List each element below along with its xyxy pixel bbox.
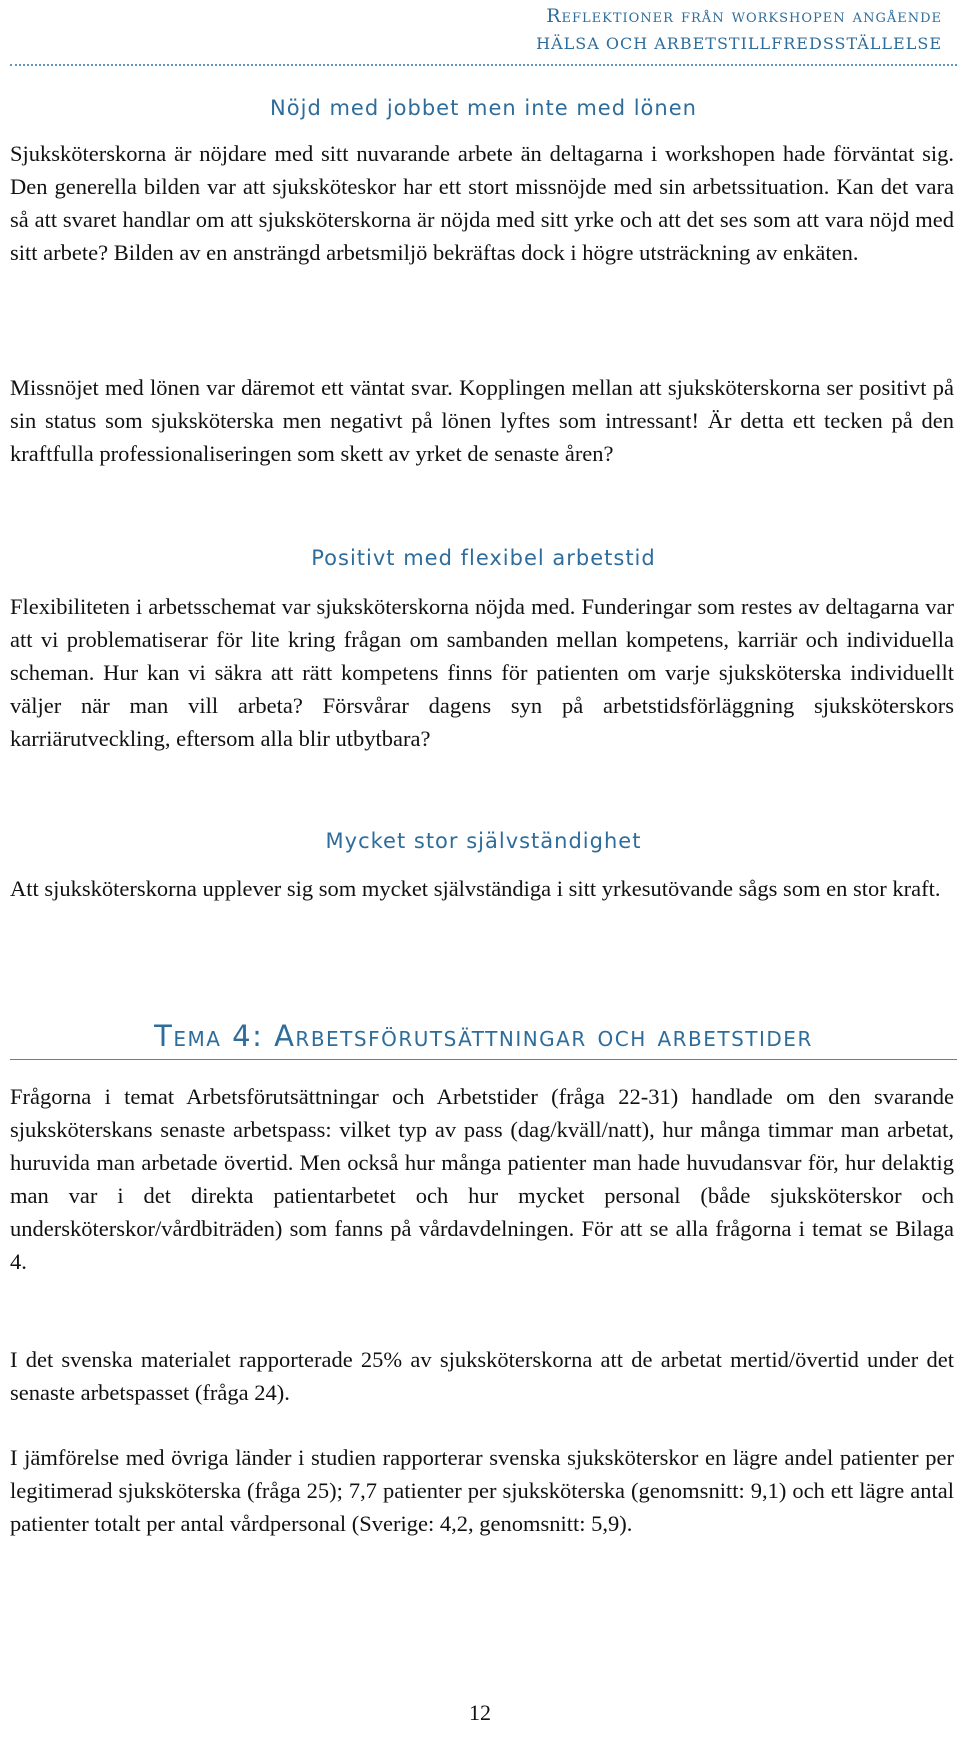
page-number: 12 <box>469 1700 491 1725</box>
paragraph-overtime: I det svenska materialet rapporterade 25% av sjuksköterskorna att de arbetat mertid/övertid under det senaste arbetspasset (fråga 24). <box>10 1347 954 1405</box>
section-heading-salary: Nöjd med jobbet men inte med lönen <box>270 96 697 120</box>
section-heading-independence: Mycket stor självständighet <box>325 829 642 853</box>
paragraph-flexibility: Flexibiliteten i arbetsschemat var sjuksköterskorna nöjda med. Funderingar som restes av deltagarna var att vi problematiserar för lite kring frågan om sambanden mellan kompetens, karriär och individuella scheman. Hur kan vi säkra att rätt kompetens finns för patienten om varje sjuksköterska individuellt väljer när man vill arbeta? Försvårar dagens syn på arbetstidsförläggning sjuksköterskors karriärutveckling, eftersom alla blir utbytbara? <box>10 594 954 751</box>
paragraph-theme-intro: Frågorna i temat Arbetsförutsättningar och Arbetstider (fråga 22-31) handlade om den svarande sjuksköterskans senaste arbetspass: vilket typ av pass (dag/kväll/natt), hur många timmar man arbetat, huruvida man arbetade övertid. Men också hur många patienter man hade huvudansvar för, hur delaktig man var i det direkta patientarbetet och hur mycket personal (både sjuksköterskor och undersköterskor/vårdbiträden) som fanns på vårdavdelningen. För att se alla frågorna i temat se Bilaga 4. <box>10 1084 954 1274</box>
section-heading-flexible-hours: Positivt med flexibel arbetstid <box>311 546 656 570</box>
theme-divider <box>10 1059 957 1060</box>
header-divider <box>10 64 957 66</box>
theme-heading: Tema 4: Arbetsförutsättningar och arbetstider <box>154 1019 813 1053</box>
running-header-line2: HÄLSA OCH ARBETSTILLFREDSSTÄLLELSE <box>536 34 942 53</box>
paragraph-satisfaction: Sjuksköterskorna är nöjdare med sitt nuvarande arbete än deltagarna i workshopen hade förväntat sig. Den generella bilden var att sjuksköteskor har ett stort missnöjde med sin arbetssituation. Kan det vara så att svaret handlar om att sjuksköterskorna är nöjda med sitt yrke och att det ses som att vara nöjd med sitt arbete? Bilden av en ansträngd arbetsmiljö bekräftas dock i högre utsträckning av enkäten. <box>10 141 954 265</box>
paragraph-salary: Missnöjet med lönen var däremot ett väntat svar. Kopplingen mellan att sjuksköterskorna ser positivt på sin status som sjuksköterska men negativt på lönen lyftes som intressant! Är detta ett tecken på den kraftfulla professionaliseringen som skett av yrket de senaste åren? <box>10 375 954 466</box>
paragraph-independence: Att sjuksköterskorna upplever sig som mycket självständiga i sitt yrkesutövande sågs som en stor kraft. <box>10 876 941 901</box>
running-header-line1: Reflektioner från workshopen angående <box>546 5 942 27</box>
paragraph-patient-ratio: I jämförelse med övriga länder i studien rapporterar svenska sjuksköterskor en lägre andel patienter per legitimerad sjuksköterska (fråga 25); 7,7 patienter per sjuksköterska (genomsnitt: 9,1) och ett lägre antal patienter totalt per antal vårdpersonal (Sverige: 4,2, genomsnitt: 5,9). <box>10 1445 954 1536</box>
running-header <box>182 2 942 58</box>
